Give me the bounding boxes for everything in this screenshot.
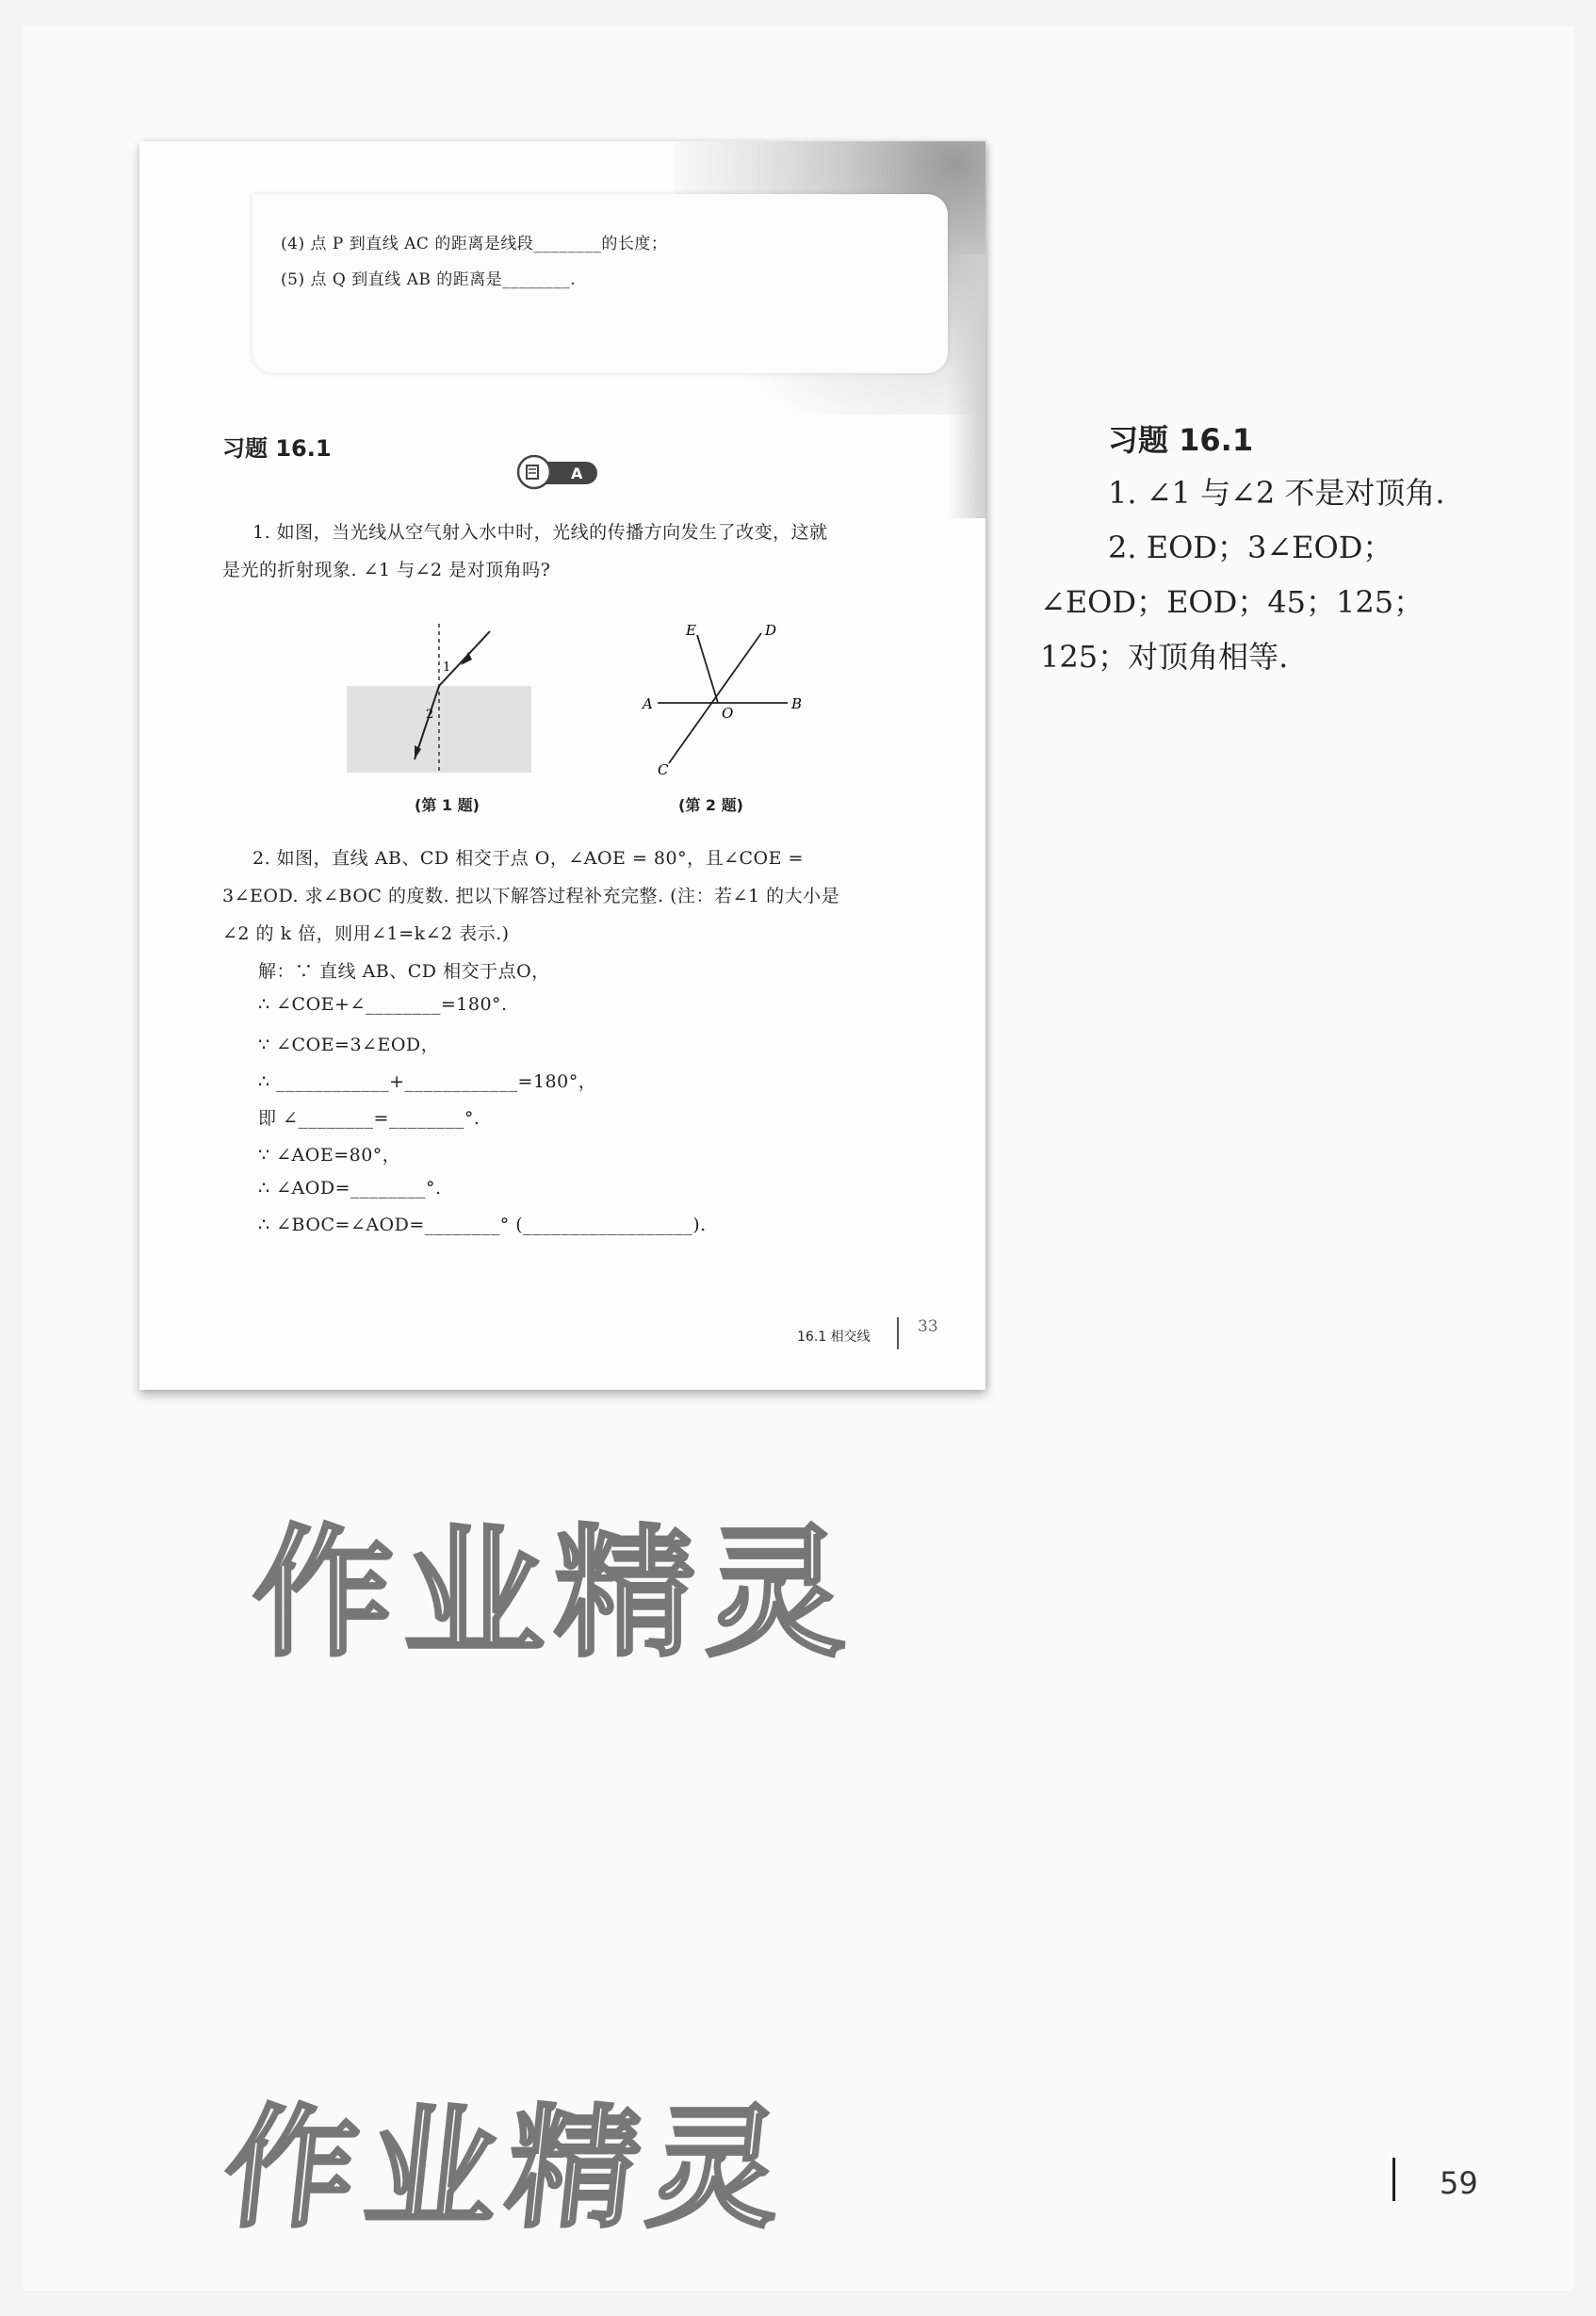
answer-2-line-1: 2. EOD；3∠EOD； [1108, 530, 1393, 565]
answers-title: 习题 16.1 [1108, 422, 1254, 458]
solution-step: ∴ ∠BOC=∠AOD=________° (__________________). [258, 1215, 707, 1235]
box-line-4: (4) 点 P 到直线 AC 的距离是线段________的长度； [281, 235, 668, 253]
exercise-section-title: 习题 16.1 [222, 435, 332, 462]
angle-2-label: 2 [426, 708, 434, 722]
footer-section: 16.1 相交线 [797, 1329, 871, 1345]
starry-edge-decoration [948, 254, 985, 518]
page-number-divider [1392, 2158, 1395, 2201]
solution-step: 即 ∠________=________°. [258, 1108, 480, 1129]
badge-label: A [571, 465, 583, 482]
q1-line-2: 是光的折射现象. ∠1 与∠2 是对顶角吗? [222, 560, 551, 580]
point-o-label: O [722, 705, 734, 722]
footer-page-number: 33 [918, 1317, 938, 1336]
solution-step: ∴ ∠COE+∠________=180°. [258, 994, 508, 1015]
q2-line-2: 3∠EOD. 求∠BOC 的度数. 把以下解答过程补充完整. (注：若∠1 的大小是 [222, 886, 840, 906]
footer-divider [897, 1317, 899, 1349]
fig2-caption: (第 2 题) [678, 796, 743, 814]
solution-step: ∴ ∠AOD=________°. [258, 1178, 442, 1199]
watermark-lower: 作业精灵 [217, 2093, 799, 2246]
textbook-scan [139, 141, 985, 1390]
point-d-label: D [765, 622, 777, 639]
solution-step: ∴ ____________+____________=180°， [258, 1071, 597, 1092]
q1-line-1: 1. 如图，当光线从空气射入水中时，光线的传播方向发生了改变，这就 [252, 522, 828, 543]
page-number: 59 [1440, 2165, 1478, 2201]
line-cd [669, 633, 761, 763]
answer-1: 1. ∠1 与∠2 不是对顶角. [1108, 475, 1445, 511]
q2-line-1: 2. 如图，直线 AB、CD 相交于点 O，∠AOE = 80°，且∠COE = [252, 848, 804, 869]
angle-1-label: 1 [443, 661, 451, 675]
level-badge [516, 454, 599, 490]
fig1-caption: (第 1 题) [415, 796, 480, 814]
point-c-label: C [658, 761, 669, 778]
point-e-label: E [686, 622, 696, 639]
solution-step: ∵ ∠AOE=80°， [258, 1145, 401, 1166]
ray-arrow-upper [461, 652, 472, 665]
solution-step: ∵ ∠COE=3∠EOD， [258, 1035, 440, 1055]
previous-exercise-box [252, 194, 948, 373]
box-line-5: (5) 点 Q 到直线 AB 的距离是________. [281, 270, 577, 289]
refraction-figure [347, 622, 535, 782]
solution-step: 解：∵ 直线 AB、CD 相交于点O， [258, 961, 550, 982]
point-b-label: B [791, 695, 803, 712]
q2-line-3: ∠2 的 k 倍，则用∠1=k∠2 表示.) [222, 923, 510, 944]
point-a-label: A [643, 695, 653, 712]
watermark-upper: 作业精灵 [252, 1512, 856, 1676]
intersecting-lines-figure [631, 622, 820, 782]
ray-oe [697, 635, 718, 703]
answer-2-line-3: 125；对顶角相等. [1040, 639, 1289, 675]
answer-2-line-2: ∠EOD；EOD；45；125； [1040, 584, 1425, 620]
